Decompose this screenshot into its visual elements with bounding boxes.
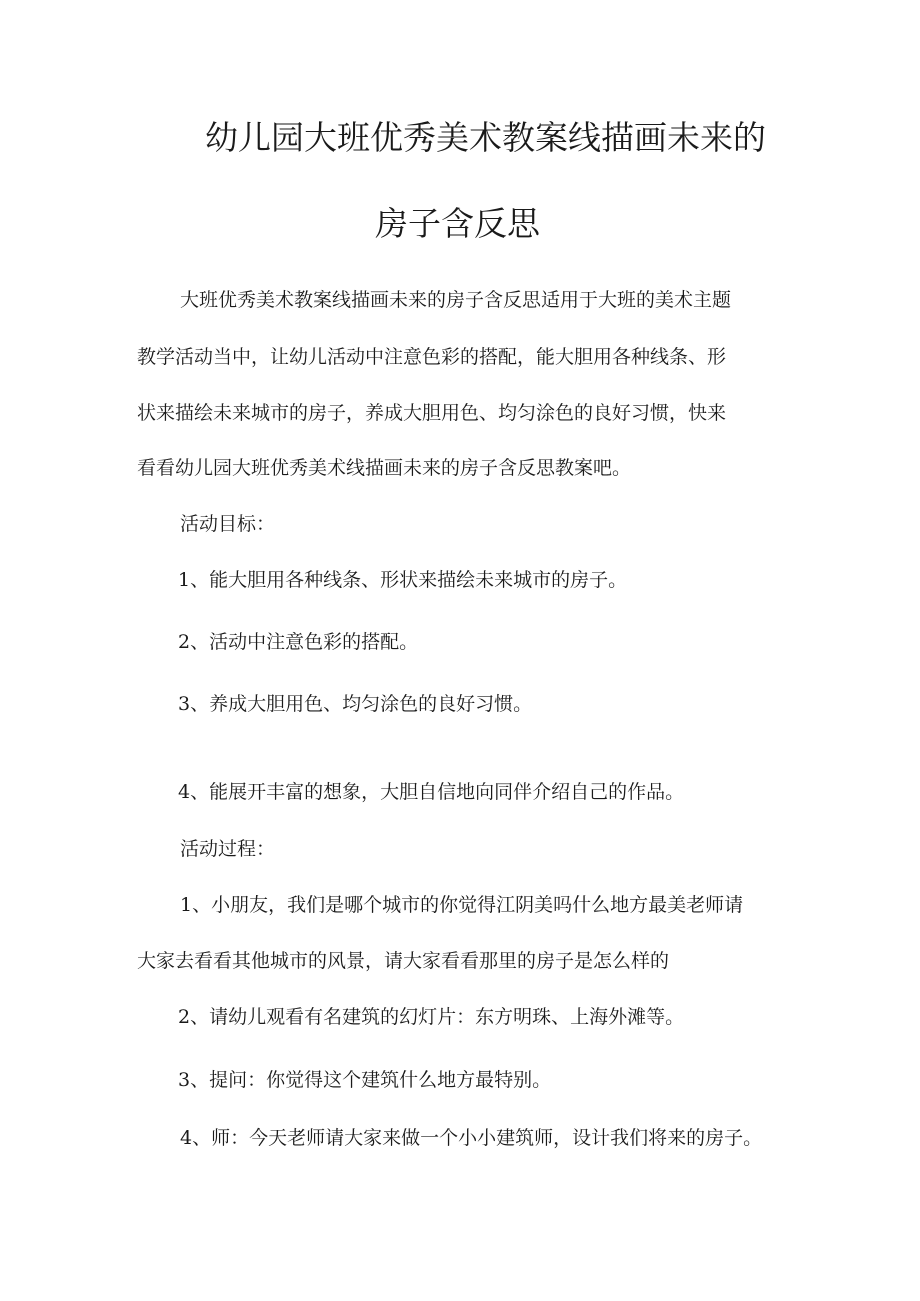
intro-line-1: 大班优秀美术教案线描画未来的房子含反思适用于大班的美术主题 bbox=[180, 289, 732, 311]
goal-item-4: 4、能展开丰富的想象，大胆自信地向同伴介绍自己的作品。 bbox=[178, 781, 685, 803]
process-item-1: 1、小朋友，我们是哪个城市的你觉得江阴美吗什么地方最美老师请 bbox=[180, 894, 744, 916]
goal-item-1: 1、能大胆用各种线条、形状来描绘未来城市的房子。 bbox=[178, 569, 628, 591]
process-heading: 活动过程： bbox=[180, 838, 276, 860]
process-item-3: 3、提问：你觉得这个建筑什么地方最特别。 bbox=[178, 1069, 552, 1091]
title-line-2: 房子含反思 bbox=[375, 204, 540, 243]
process-item-1-cont: 大家去看看其他城市的风景，请大家看看那里的房子是怎么样的 bbox=[137, 950, 670, 972]
title-line-1: 幼儿园大班优秀美术教案线描画未来的 bbox=[205, 118, 766, 157]
intro-line-2: 教学活动当中，让幼儿活动中注意色彩的搭配，能大胆用各种线条、形 bbox=[137, 346, 727, 368]
process-item-2: 2、请幼儿观看有名建筑的幻灯片：东方明珠、上海外滩等。 bbox=[178, 1006, 685, 1028]
process-item-4: 4、师：今天老师请大家来做一个小小建筑师，设计我们将来的房子。 bbox=[180, 1127, 763, 1149]
intro-line-4: 看看幼儿园大班优秀美术线描画未来的房子含反思教案吧。 bbox=[137, 457, 632, 479]
goals-heading: 活动目标： bbox=[180, 513, 276, 535]
goal-item-2: 2、活动中注意色彩的搭配。 bbox=[178, 631, 419, 653]
intro-line-3: 状来描绘未来城市的房子，养成大胆用色、均匀涂色的良好习惯，快来 bbox=[137, 402, 727, 424]
goal-item-3: 3、养成大胆用色、均匀涂色的良好习惯。 bbox=[178, 693, 533, 715]
